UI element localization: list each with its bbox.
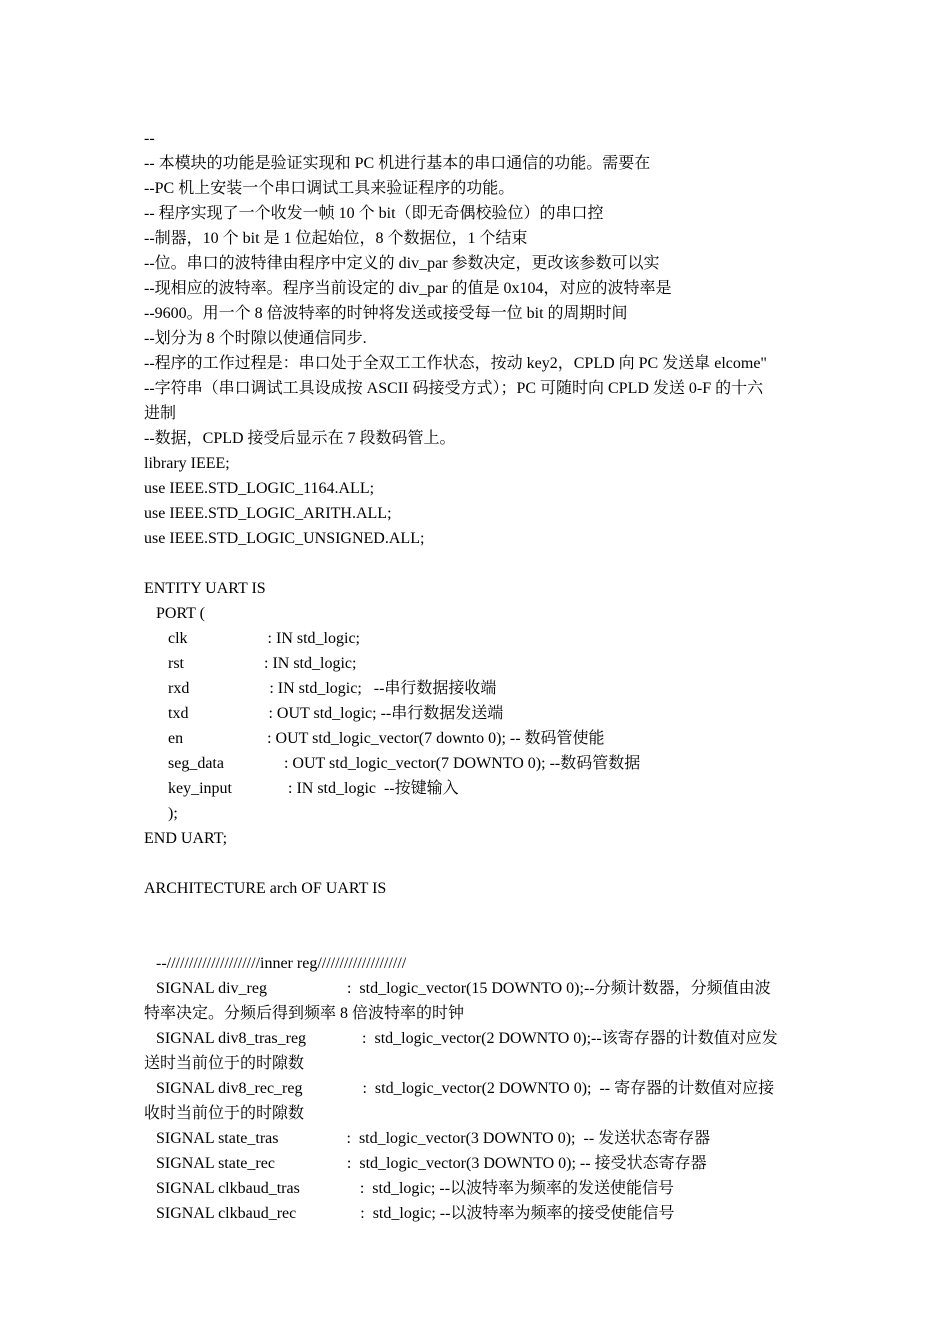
port-line: rst : IN std_logic; bbox=[144, 655, 357, 672]
signal-line: SIGNAL div8_tras_reg : std_logic_vector(2 DOWNTO 0);--该寄存器的计数值对应发 bbox=[144, 1030, 778, 1047]
code-line: ); bbox=[144, 805, 178, 822]
port-line: seg_data : OUT std_logic_vector(7 DOWNTO 0); --数码管数据 bbox=[144, 755, 641, 772]
code-line: PORT ( bbox=[144, 605, 205, 622]
signal-line: SIGNAL state_rec : std_logic_vector(3 DOWNTO 0); -- 接受状态寄存器 bbox=[144, 1155, 707, 1172]
comment-line: --程序的工作过程是：串口处于全双工工作状态，按动 key2，CPLD 向 PC 发送皐 elcome" bbox=[144, 355, 767, 372]
comment-line: -- bbox=[144, 130, 155, 147]
signal-line-continuation: 送时当前位于的时隙数 bbox=[144, 1055, 305, 1072]
code-line: ARCHITECTURE arch OF UART IS bbox=[144, 880, 387, 897]
comment-line: --位。串口的波特律由程序中定义的 div_par 参数决定，更改该参数可以实 bbox=[144, 255, 660, 272]
port-line: en : OUT std_logic_vector(7 downto 0); -- 数码管使能 bbox=[144, 730, 605, 747]
signal-line: SIGNAL state_tras : std_logic_vector(3 DOWNTO 0); -- 发送状态寄存器 bbox=[144, 1130, 711, 1147]
blank-line bbox=[144, 901, 814, 926]
comment-line: --数据，CPLD 接受后显示在 7 段数码管上。 bbox=[144, 430, 456, 447]
blank-line bbox=[144, 551, 814, 576]
comment-line: --现相应的波特率。程序当前设定的 div_par 的值是 0x104，对应的波特率是 bbox=[144, 280, 672, 297]
signal-line-continuation: 收时当前位于的时隙数 bbox=[144, 1105, 305, 1122]
code-line: library IEEE; bbox=[144, 455, 230, 472]
port-line: rxd : IN std_logic; --串行数据接收端 bbox=[144, 680, 497, 697]
comment-line: -- 程序实现了一个收发一帧 10 个 bit（即无奇偶校验位）的串口控 bbox=[144, 205, 604, 222]
code-line: use IEEE.STD_LOGIC_UNSIGNED.ALL; bbox=[144, 530, 425, 547]
port-line: txd : OUT std_logic; --串行数据发送端 bbox=[144, 705, 504, 722]
comment-line: --9600。用一个 8 倍波特率的时钟将发送或接受每一位 bit 的周期时间 bbox=[144, 305, 628, 322]
signal-line: SIGNAL clkbaud_tras : std_logic; --以波特率为频率的发送使能信号 bbox=[144, 1180, 675, 1197]
comment-line: -- 本模块的功能是验证实现和 PC 机进行基本的串口通信的功能。需要在 bbox=[144, 155, 651, 172]
comment-line: --字符串（串口调试工具设成按 ASCII 码接受方式）；PC 可随时向 CPLD 发送 0-F 的十六 bbox=[144, 380, 764, 397]
blank-line bbox=[144, 851, 814, 876]
comment-line: --/////////////////////inner reg//////////////////// bbox=[144, 955, 407, 972]
code-line: use IEEE.STD_LOGIC_ARITH.ALL; bbox=[144, 505, 392, 522]
code-text-block bbox=[144, 126, 814, 1226]
comment-line: 进制 bbox=[144, 405, 177, 422]
comment-line: --划分为 8 个时隙以使通信同步. bbox=[144, 330, 367, 347]
blank-line bbox=[144, 926, 814, 951]
signal-line: SIGNAL div8_rec_reg : std_logic_vector(2 DOWNTO 0); -- 寄存器的计数值对应接 bbox=[144, 1080, 775, 1097]
code-line: ENTITY UART IS bbox=[144, 580, 266, 597]
code-line: END UART; bbox=[144, 830, 228, 847]
signal-line: SIGNAL clkbaud_rec : std_logic; --以波特率为频率的接受使能信号 bbox=[144, 1205, 675, 1222]
comment-line: --PC 机上安装一个串口调试工具来验证程序的功能。 bbox=[144, 180, 515, 197]
comment-line: --制器，10 个 bit 是 1 位起始位，8 个数据位，1 个结束 bbox=[144, 230, 528, 247]
signal-line: SIGNAL div_reg : std_logic_vector(15 DOWNTO 0);--分频计数器，分频值由波 bbox=[144, 980, 771, 997]
code-line: use IEEE.STD_LOGIC_1164.ALL; bbox=[144, 480, 375, 497]
port-line: key_input : IN std_logic --按键输入 bbox=[144, 780, 459, 797]
port-line: clk : IN std_logic; bbox=[144, 630, 360, 647]
signal-line-continuation: 特率决定。分频后得到频率 8 倍波特率的时钟 bbox=[144, 1005, 465, 1022]
